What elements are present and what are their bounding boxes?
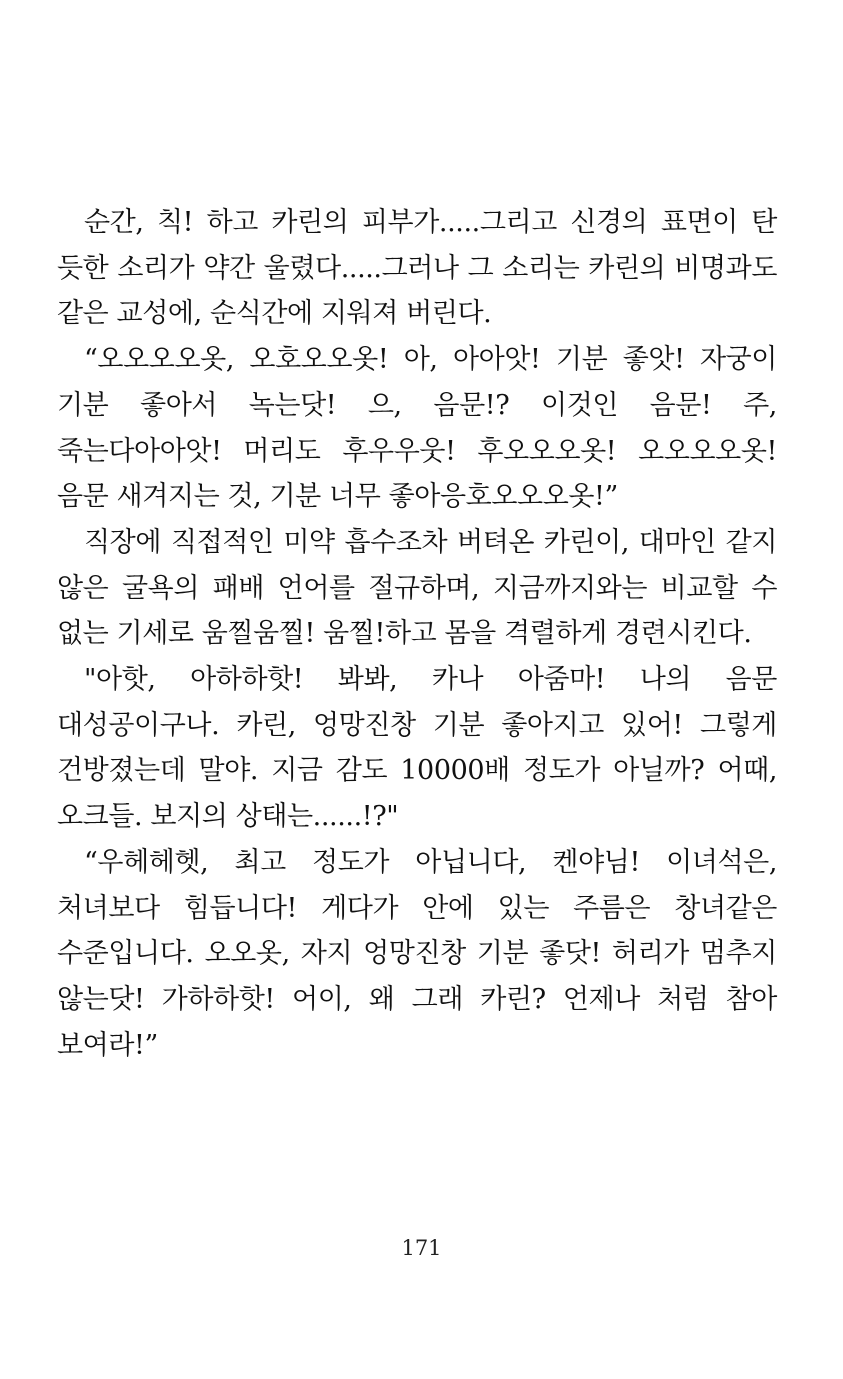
paragraph-5: “우헤헤헷, 최고 정도가 아닙니다, 켄야님! 이녀석은, 처녀보다 힘듭니다! 게다가 안에 있는 주름은 창녀같은 수준입니다. 오오옷, 자지 엉망진창 기분 좋닷! 허리가 멈추지 않는닷! 가하하핫! 어이, 왜 그래 카린? 언제나 처럼 참아 보여라!” — [57, 846, 777, 1061]
paragraph-4: "아핫, 아하하핫! 봐봐, 카나 아줌마! 나의 음문 대성공이구나. 카린, 엉망진창 기분 좋아지고 있어! 그렇게 건방졌는데 말야. 지금 감도 10000배 정도가 아닐까? 어때, 오크들. 보지의 상태는......!?" — [57, 664, 777, 833]
page-number: 171 — [401, 1236, 442, 1260]
paragraph-3: 직장에 직접적인 미약 흡수조차 버텨온 카린이, 대마인 같지 않은 굴욕의 패배 언어를 절규하며, 지금까지와는 비교할 수 없는 기세로 움찔움찔! 움찔!하고 몸을 격렬하게 경련시킨다. — [57, 526, 777, 650]
paragraph-2: “오오오오옷, 오호오오옷! 아, 아아앗! 기분 좋앗! 자궁이 기분 좋아서 녹는닷! 으, 음문!? 이것인 음문! 주, 죽는다아아앗! 머리도 후우우웃! 후오오오옷! 오오오오옷! 음문 새겨지는 것, 기분 너무 좋아응호오오오옷!” — [57, 344, 777, 513]
body-text — [57, 200, 777, 1068]
paragraph-1: 순간, 칙! 하고 카린의 피부가.....그리고 신경의 표면이 탄 듯한 소리가 약간 울렸다.....그러나 그 소리는 카린의 비명과도 같은 교성에, 순식간에 지워져 버린다. — [57, 207, 777, 330]
